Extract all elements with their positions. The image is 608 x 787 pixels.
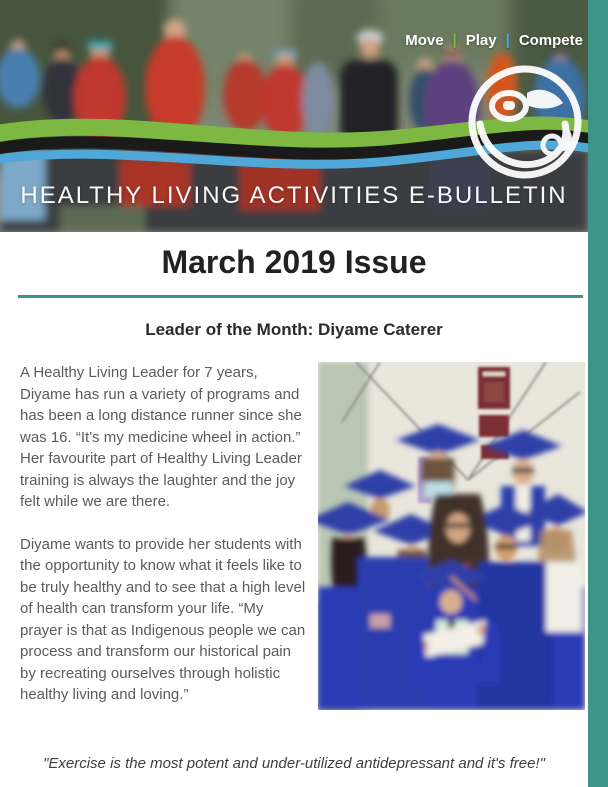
article-paragraph-2: Diyame wants to provide her students with the opportunity to know what it feels like to be truly healthy and to see that a high level of health can transform your life. “My prayer is that as Indigenous people we can process and transform our historical pain by recreating ourselves through holistic healthy living and loving.” — [20, 535, 306, 703]
nav-separator-blue: | — [505, 32, 510, 49]
issue-title: March 2019 Issue — [161, 244, 427, 280]
nav-compete-link[interactable]: Compete — [518, 32, 583, 49]
article-text-column — [20, 362, 310, 727]
right-accent-strip — [588, 0, 608, 787]
nav-separator-green: | — [452, 32, 457, 49]
article-heading: Leader of the Month: Diyame Caterer — [145, 320, 443, 339]
article-body — [0, 362, 588, 727]
nav-play-link[interactable]: Play — [465, 32, 497, 49]
article-paragraph-1: A Healthy Living Leader for 7 years, Diyame has run a variety of programs and has been a long distance runner since she was 16. “It's my medicine wheel in action.” Her favourite part of Healthy Living Leader training is always the laughter and the joy felt while we are there. — [20, 364, 302, 510]
header-banner — [0, 0, 588, 232]
banner-title: HEALTHY LIVING ACTIVITIES E-BULLETIN — [20, 182, 568, 209]
footer-quote: "Exercise is the most potent and under-utilized antidepressant and it's free!" — [43, 754, 545, 772]
graduation-photo — [318, 362, 585, 710]
nav-move-link[interactable]: Move — [405, 32, 444, 49]
header-nav — [405, 32, 583, 49]
top-divider — [18, 295, 583, 298]
